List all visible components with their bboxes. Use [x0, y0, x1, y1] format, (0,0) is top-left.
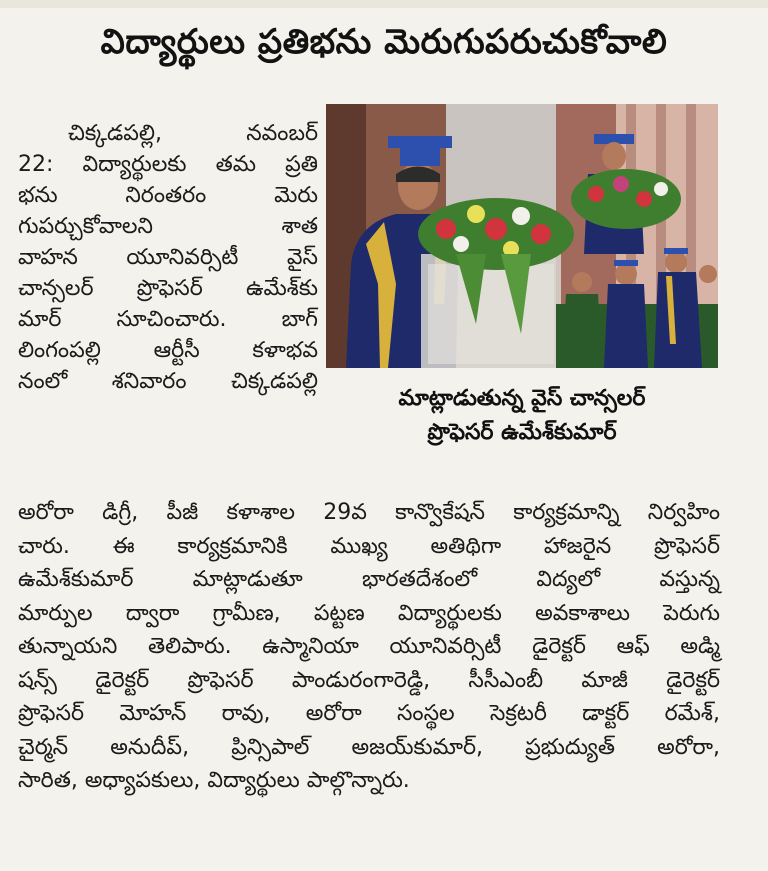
left-column-line: భను నిరంతరం మెరు	[18, 183, 318, 208]
body-line: చారు. ఈ కార్యక్రమానికి ముఖ్య అతిథిగా హాజరైన ప్రొఫెసర్	[18, 533, 720, 559]
left-column-line: చిక్కడపల్లి, నవంబర్	[68, 121, 318, 146]
body-line: తున్నాయని తెలిపారు. ఉస్మానియా యూనివర్సిటీ డైరెక్టర్ ఆఫ్ అడ్మి	[18, 634, 720, 659]
body-line: షన్స్ డైరెక్టర్ ప్రొఫెసర్ పాండురంగారెడ్డి, సీసీఎంబీ మాజీ డైరెక్టర్	[18, 667, 720, 693]
left-column-line: గుపర్చుకోవాలని శాత	[18, 214, 318, 239]
left-column-line: చాన్సలర్ ప్రొఫెసర్ ఉమేశ్‌కు	[18, 276, 318, 301]
body-line: మార్పుల ద్వారా గ్రామీణ, పట్టణ విద్యార్థులకు అవకాశాలు పెరుగు	[18, 600, 720, 626]
left-column-line: మార్ సూచించారు. బాగ్	[18, 307, 318, 332]
body-line: అరోరా డిగ్రీ, పీజీ కళాశాల 29వ కాన్వొకేషన్ కార్యక్రమాన్ని నిర్వహిం	[18, 500, 720, 525]
caption-line: ప్రొఫెసర్ ఉమేశ్‌కుమార్	[427, 420, 617, 445]
left-column-line: వాహన యూనివర్సిటీ వైస్	[18, 245, 318, 270]
left-column-line: 22: విద్యార్థులకు తమ ప్రతి	[18, 152, 318, 177]
convocation-photo-illustration	[326, 104, 718, 368]
article-headline: విద్యార్థులు ప్రతిభను మెరుగుపరుచుకోవాలి	[100, 22, 668, 62]
left-column-line: నంలో శనివారం చిక్కడపల్లి	[18, 369, 318, 394]
photo-caption	[326, 382, 718, 450]
left-column-line: లింగంపల్లి ఆర్టీసీ కళాభవ	[18, 338, 318, 363]
left-column-text	[18, 118, 318, 397]
top-edge	[0, 0, 768, 8]
convocation-photo	[326, 104, 718, 368]
body-line: సారిత, అధ్యాపకులు, విద్యార్థులు పాల్గొన్నారు.	[18, 768, 410, 793]
article-body	[18, 496, 720, 798]
body-line: ఉమేశ్‌కుమార్ మాట్లాడుతూ భారతదేశంలో విద్యలో వస్తున్న	[18, 567, 720, 592]
caption-line: మాట్లాడుతున్న వైస్ చాన్సలర్	[398, 386, 646, 411]
body-line: చైర్మన్ అనుదీప్, ప్రిన్సిపాల్ అజయ్‌కుమార్, ప్రభుద్యుత్ అరోరా,	[18, 734, 720, 760]
body-line: ప్రొఫెసర్ మోహన్ రావు, అరోరా సంస్థల సెక్రటరీ డాక్టర్ రమేశ్,	[18, 701, 720, 726]
